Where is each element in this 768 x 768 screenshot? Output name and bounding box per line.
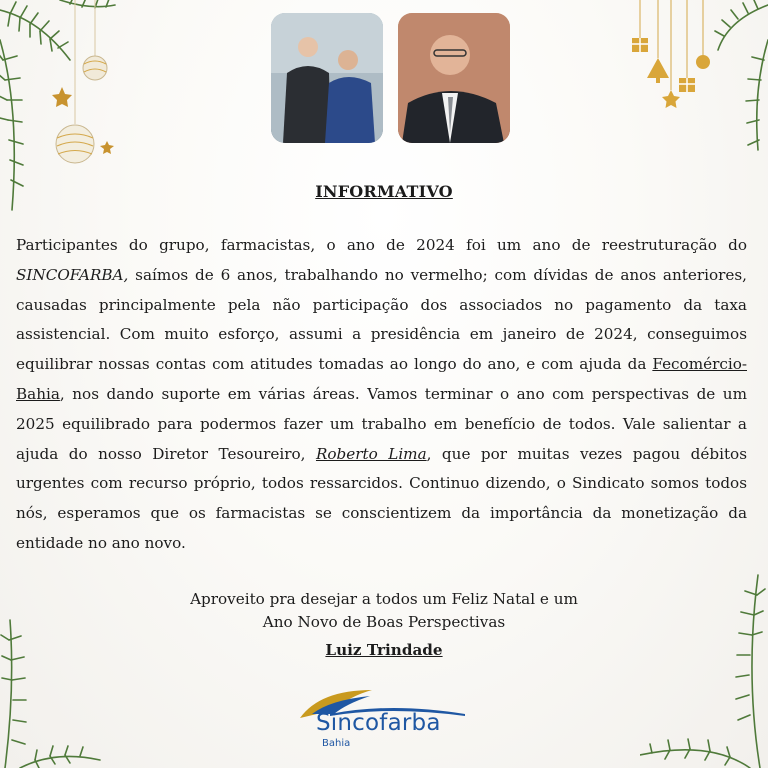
photo-illustration: [398, 13, 510, 143]
body-text-part: saímos de 6 anos, trabalhando no vermelho; com dívidas de anos anteriores, causadas principalmente pela não participação dos associados no pagamento da taxa assistencial. Com muito esforço, assumi a presidência em janeiro de 2024, conseguimos equilibrar nossas contas com atitudes tomadas ao longo do ano, e com ajuda da: [16, 265, 747, 374]
treasurer-name-link[interactable]: Roberto Lima: [315, 444, 427, 463]
closing-line-1: Aproveito pra desejar a todos um Feliz Natal e um: [190, 590, 578, 608]
pine-branch-icon: [715, 0, 768, 150]
logo-sub: Bahia: [322, 738, 351, 749]
christmas-tree-icon: [647, 58, 669, 83]
page-title: INFORMATIVO: [315, 182, 453, 201]
photo-two-men: [271, 13, 383, 143]
closing-line-2: Ano Novo de Boas Perspectivas: [262, 613, 506, 631]
sincofarba-logo: [290, 684, 490, 754]
ornament-ball-icon: [696, 55, 710, 69]
body-text-part: , que por muitas vezes pagou débitos urgentes com recurso próprio, todos ressarcidos. Continuo dizendo, o Sindicato somos todos nós, esperamos que os farmacistas se conscientizem da importância da monetização da entidade no ano novo.: [16, 444, 747, 552]
body-paragraph: [16, 231, 747, 559]
logo-name: Sincofarba: [316, 710, 441, 736]
star-icon: [662, 90, 680, 108]
body-text-part: Participantes do grupo, farmacistas, o ano de 2024 foi um ano de reestruturação do: [16, 236, 747, 254]
photo-illustration: [271, 13, 383, 143]
body-text-part: , nos dando suporte em várias áreas. Vamos terminar o ano com perspectivas de um 2025 equilibrado para podermos fazer um trabalho em benefício de todos. Vale salientar a ajuda do nosso Diretor Tesoureiro,: [16, 384, 747, 463]
closing-message: [0, 588, 768, 634]
photo-portrait: [398, 13, 510, 143]
top-right-decoration: [618, 0, 768, 170]
org-name: SINCOFARBA,: [16, 265, 129, 284]
signature: Luiz Trindade: [325, 641, 443, 659]
ornament-ball-icon: [56, 0, 107, 163]
fecomercio-link[interactable]: Fecomércio-Bahia: [16, 355, 747, 403]
